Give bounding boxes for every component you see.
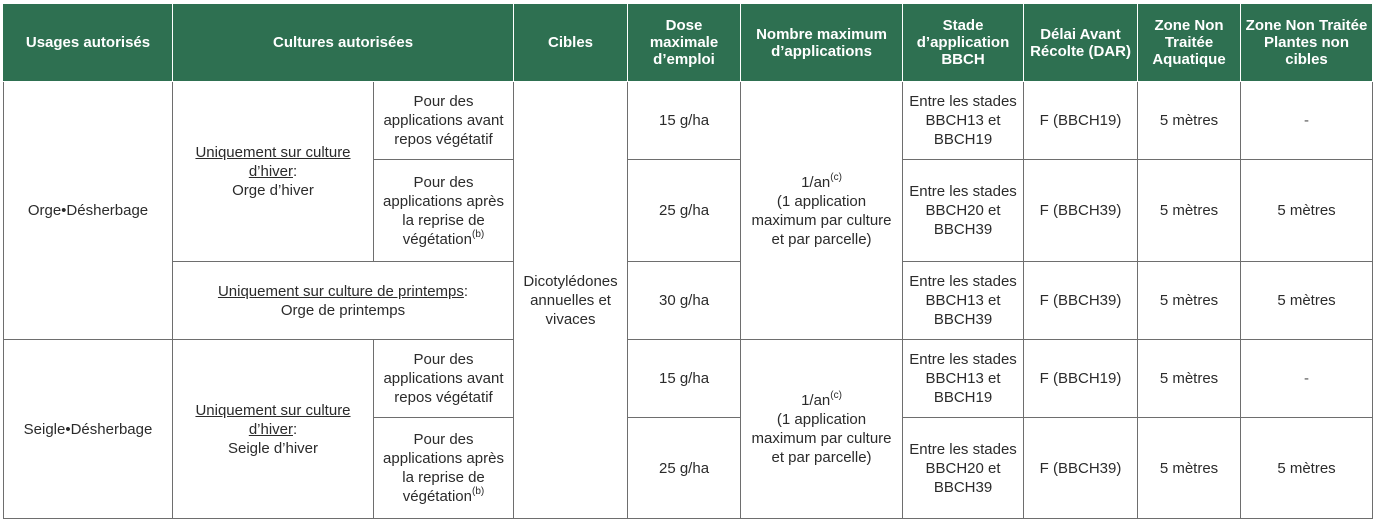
header-dose: Dose maximale d’emploi	[628, 4, 741, 82]
header-znt-aquatique: Zone Non Traitée Aquatique	[1138, 4, 1241, 82]
note-c: (c)	[830, 171, 842, 183]
header-usages: Usages autorisés	[4, 4, 173, 82]
timing-cell	[374, 418, 514, 519]
znt-aquatique-cell: 5 mètres	[1138, 262, 1241, 340]
freq-main: 1/an	[801, 392, 831, 409]
header-cultures: Cultures autorisées	[173, 4, 514, 82]
table-row	[4, 262, 1373, 340]
cibles-cell: Dicotylédones annuelles et vivaces	[514, 82, 628, 519]
dar-cell: F (BBCH39)	[1024, 418, 1138, 519]
header-stade: Stade d’application BBCH	[903, 4, 1024, 82]
table-row	[4, 82, 1373, 160]
crop-cell: Uniquement sur culture de printemps: Orge de printemps	[173, 262, 514, 340]
timing-cell	[374, 160, 514, 262]
timing-text: Pour des applications après la reprise de végétation	[383, 431, 504, 505]
usage-cell: Seigle•Désherbage	[4, 340, 173, 519]
freq-main: 1/an	[801, 173, 831, 191]
note-c: (c)	[830, 390, 842, 401]
stade-cell: Entre les stades BBCH13 et BBCH19	[903, 82, 1024, 160]
crop-label: Uniquement sur culture d’hiver	[195, 144, 351, 180]
stade-cell: Entre les stades BBCH13 et BBCH39	[903, 262, 1024, 340]
timing-cell: Pour des applications avant repos végétatif	[374, 82, 514, 160]
crop-cell: Uniquement sur culture d’hiver: Orge d’hiver	[173, 82, 374, 262]
stade-cell: Entre les stades BBCH13 et BBCH19	[903, 340, 1024, 418]
crop-cell: Uniquement sur culture d’hiver: Seigle d’hiver	[173, 340, 374, 519]
usage-table	[3, 3, 1373, 519]
usage-cell: Orge•Désherbage	[4, 82, 173, 340]
dar-cell: F (BBCH19)	[1024, 340, 1138, 418]
header-znt-plantes: Zone Non Traitée Plantes non cibles	[1241, 4, 1373, 82]
table-row	[4, 340, 1373, 418]
nombre-cell	[741, 340, 903, 519]
freq-detail: (1 application maximum par culture et par parcelle)	[751, 192, 892, 248]
freq-detail: (1 application maximum par culture et par parcelle)	[751, 411, 892, 466]
dar-cell: F (BBCH39)	[1024, 160, 1138, 262]
crop-name: Orge de printemps	[280, 301, 406, 319]
znt-plantes-cell: 5 mètres	[1241, 262, 1373, 340]
timing-cell: Pour des applications avant repos végétatif	[374, 340, 514, 418]
crop-name: Seigle d’hiver	[227, 439, 319, 457]
znt-plantes-cell: -	[1241, 82, 1373, 160]
znt-plantes-cell: 5 mètres	[1241, 160, 1373, 262]
dose-cell: 25 g/ha	[628, 160, 741, 262]
header-row	[4, 4, 1373, 82]
note-b: (b)	[472, 486, 485, 497]
stade-cell: Entre les stades BBCH20 et BBCH39	[903, 418, 1024, 519]
znt-aquatique-cell: 5 mètres	[1138, 340, 1241, 418]
znt-aquatique-cell: 5 mètres	[1138, 160, 1241, 262]
znt-plantes-cell: -	[1241, 340, 1373, 418]
dar-cell: F (BBCH19)	[1024, 82, 1138, 160]
dose-cell: 15 g/ha	[628, 82, 741, 160]
crop-name: Orge d’hiver	[232, 182, 314, 199]
note-b: (b)	[472, 228, 485, 240]
crop-label: Uniquement sur culture de printemps	[217, 282, 464, 300]
dar-cell: F (BBCH39)	[1024, 262, 1138, 340]
crop-label: Uniquement sur culture d’hiver	[195, 401, 351, 438]
nombre-cell	[741, 82, 903, 340]
znt-aquatique-cell: 5 mètres	[1138, 418, 1241, 519]
header-nombre: Nombre maximum d’applications	[741, 4, 903, 82]
header-dar: Délai Avant Récolte (DAR)	[1024, 4, 1138, 82]
timing-text: Pour des applications après la reprise de végétation	[383, 173, 504, 248]
znt-plantes-cell: 5 mètres	[1241, 418, 1373, 519]
znt-aquatique-cell: 5 mètres	[1138, 82, 1241, 160]
dose-cell: 25 g/ha	[628, 418, 741, 519]
dose-cell: 30 g/ha	[628, 262, 741, 340]
dose-cell: 15 g/ha	[628, 340, 741, 418]
stade-cell: Entre les stades BBCH20 et BBCH39	[903, 160, 1024, 262]
header-cibles: Cibles	[514, 4, 628, 82]
